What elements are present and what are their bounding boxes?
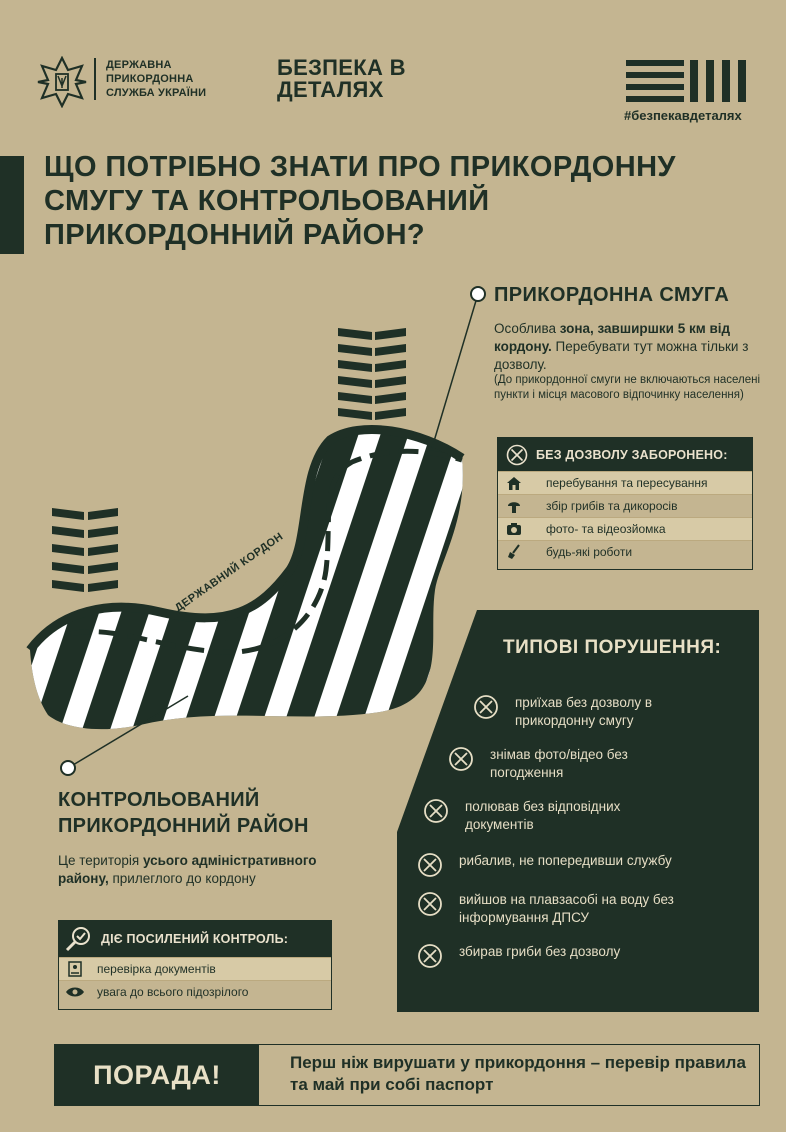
cross-circle-icon xyxy=(417,852,443,878)
building-left-icon xyxy=(52,508,118,592)
list-item: збір грибів та дикоросів xyxy=(498,494,752,517)
controlled-area-description: Це територія усього адміністративного району, прилеглого до кордону xyxy=(58,853,317,886)
id-card-icon xyxy=(68,961,82,977)
border-strip-title: ПРИКОРДОННА СМУГА xyxy=(494,284,730,306)
forbidden-title: БЕЗ ДОЗВОЛУ ЗАБОРОНЕНО: xyxy=(536,447,728,462)
magnifier-check-icon xyxy=(65,925,93,953)
violation-item: збирав гриби без дозволу xyxy=(417,943,747,969)
control-title: ДІЄ ПОСИЛЕНИЙ КОНТРОЛЬ: xyxy=(101,932,289,946)
controlled-area-title: КОНТРОЛЬОВАНИЙ ПРИКОРДОННИЙ РАЙОН xyxy=(58,789,309,837)
series-title: БЕЗПЕКА В ДЕТАЛЯХ xyxy=(277,55,406,102)
side-accent-bar xyxy=(0,156,24,254)
list-item: перебування та пересування xyxy=(498,471,752,494)
series-logo-icon xyxy=(626,58,748,104)
state-border-label: ДЕРЖАВНИЙ КОРДОН xyxy=(172,530,286,615)
list-item: фото- та відеозйомка xyxy=(498,517,752,540)
advice-label: ПОРАДА! xyxy=(55,1045,259,1105)
hashtag: #безпекавдеталях xyxy=(624,108,742,123)
border-strip-note: (До прикордонної смуги не включаються населені пункти і місця масового відпочинку населення) xyxy=(494,374,761,401)
border-guard-emblem-icon xyxy=(36,56,88,108)
violation-item: вийшов на плавзасобі на воду без інформування ДПСУ xyxy=(417,891,747,927)
page-title: ЩО ПОТРІБНО ЗНАТИ ПРО ПРИКОРДОННУ СМУГУ ТА КОНТРОЛЬОВАНИЙ ПРИКОРДОННИЙ РАЙОН? xyxy=(44,151,676,251)
violations-title: ТИПОВІ ПОРУШЕННЯ: xyxy=(503,637,722,658)
cross-circle-icon xyxy=(417,943,443,969)
house-icon xyxy=(506,476,522,490)
prohibited-icon xyxy=(506,444,528,466)
control-box xyxy=(58,920,332,1010)
list-item: перевірка документів xyxy=(59,957,331,980)
border-strip-description: Особлива зона, завширшки 5 км від кордону. Перебувати тут можна тільки з дозволу. xyxy=(494,321,749,372)
cross-circle-icon xyxy=(448,746,474,772)
list-item: увага до всього підозрілого xyxy=(59,980,331,1003)
cross-circle-icon xyxy=(473,694,499,720)
forbidden-box xyxy=(497,437,753,570)
org-name: ДЕРЖАВНА ПРИКОРДОННА СЛУЖБА УКРАЇНИ xyxy=(94,58,214,100)
violation-item: знімав фото/відео без погодження xyxy=(448,746,708,782)
camera-icon xyxy=(506,522,522,536)
forbidden-header xyxy=(498,438,752,471)
advice-text: Перш ніж вирушати у прикордоння – перевір правила та май при собі паспорт xyxy=(290,1053,746,1094)
shovel-icon xyxy=(507,544,521,560)
eye-icon xyxy=(65,986,85,998)
cross-circle-icon xyxy=(423,798,449,824)
building-right-icon xyxy=(338,328,406,420)
list-item: будь-які роботи xyxy=(498,540,752,563)
control-header xyxy=(59,921,331,957)
violation-item: рибалив, не попередивши службу xyxy=(417,852,747,878)
violation-item: приїхав без дозволу в прикордонну смугу xyxy=(473,694,733,730)
cross-circle-icon xyxy=(417,891,443,917)
violation-item: полював без відповідних документів xyxy=(423,798,723,834)
mushroom-icon xyxy=(507,499,521,513)
